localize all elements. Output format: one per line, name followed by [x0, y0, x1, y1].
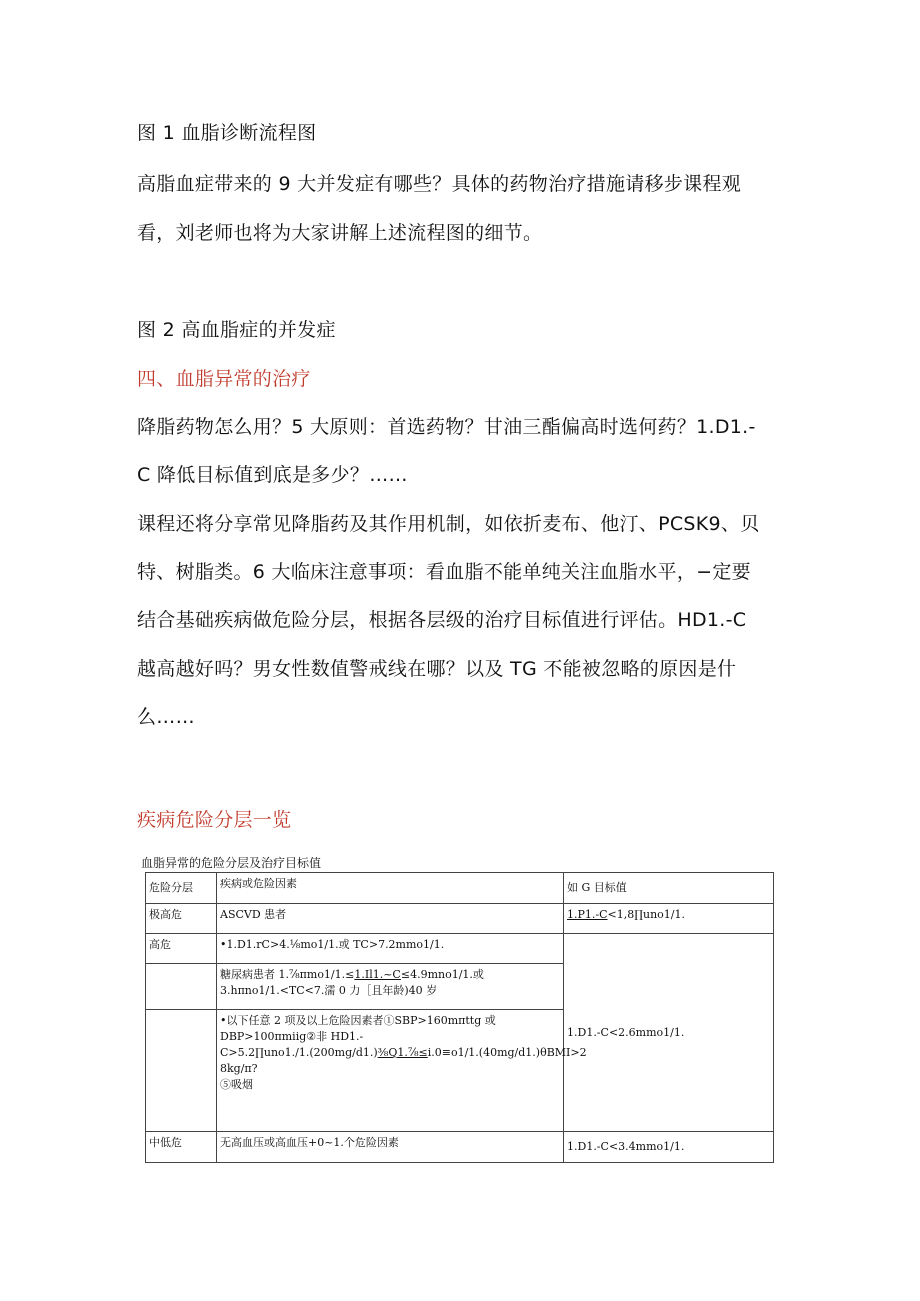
- paragraph-3-line-3: 结合基础疾病做危险分层，根据各层级的治疗目标值进行评估。HD1.-C: [137, 609, 747, 631]
- cell-level-very-high: 极高危: [146, 904, 217, 934]
- factor-high-3-line-3: C>5.2∏uno1./1.(200mg∕d1.)⅜Q1.⅞≤i.0≡o1/1.(40mg∕d1.)θBMI>2: [220, 1046, 587, 1059]
- factor-high-2-line-2: 3.hπno1/1.<TC<7.濡 0 力［且年龄)40 岁: [220, 984, 438, 997]
- paragraph-1-line-1: 高脂血症带来的 9 大并发症有哪些？具体的药物治疗措施请移步课程观: [137, 173, 742, 195]
- target-underlined-part: 1.P1.-C: [567, 908, 608, 921]
- section-heading-treatment: 四、血脂异常的治疗: [137, 368, 311, 390]
- risk-stratification-table: [145, 872, 774, 1163]
- paragraph-3-line-2: 特、树脂类。6 大临床注意事项：看血脂不能单纯关注血脂水平，−定要: [137, 561, 751, 583]
- header-disease-factors: 疾病或危险因素: [217, 873, 564, 904]
- table-row-low: [146, 1132, 774, 1163]
- paragraph-3-line-1: 课程还将分享常见降脂药及其作用机制，如依折麦布、他汀、PCSK9、贝: [137, 513, 760, 535]
- factor-high-2-line-1: 糖尿病患者 1.⅞πmo1/1.≤1.Il1.~C≤4.9mno1/1.或: [220, 968, 484, 981]
- cell-level-low: 中低危: [146, 1132, 217, 1163]
- cell-factor-high-2: [217, 964, 564, 1010]
- table-row-high-1: [146, 934, 774, 964]
- target-rest: <1,8∏uno1/1.: [607, 908, 685, 921]
- figure-2-caption: 图 2 高血脂症的并发症: [137, 319, 336, 341]
- cell-target-high: 1.D1.-C<2.6mmo1/1.: [564, 934, 774, 1132]
- factor-high-3-line-4: 8kg∕π?: [220, 1062, 258, 1075]
- paragraph-3-line-5: 么……: [137, 706, 195, 728]
- figure-1-caption: 图 1 血脂诊断流程图: [137, 122, 317, 144]
- cell-level-high-blank-1: [146, 964, 217, 1010]
- paragraph-2-line-1: 降脂药物怎么用？5 大原则：首选药物？甘油三酯偏高时选何药？1.D1.-: [137, 416, 756, 438]
- table-row-very-high: [146, 904, 774, 934]
- factor-high-3-line-5: ⑤吸烟: [220, 1078, 253, 1091]
- factor-high-3-line-2: DBP>100πmiig②非 HD1.-: [220, 1030, 364, 1043]
- cell-factor-very-high: ASCVD 患者: [217, 904, 564, 934]
- table-header-row: [146, 873, 774, 904]
- cell-target-very-high: [564, 904, 774, 934]
- paragraph-2-line-2: C 降低目标值到底是多少？……: [137, 464, 408, 486]
- section-heading-risk-stratification: 疾病危险分层一览: [137, 809, 292, 831]
- paragraph-3-line-4: 越高越好吗？男女性数值警戒线在哪？以及 TG 不能被忽略的原因是什: [137, 658, 737, 680]
- cell-level-high-blank-2: [146, 1010, 217, 1132]
- cell-factor-high-3: [217, 1010, 587, 1132]
- header-target-value: 如 G 目标值: [564, 873, 774, 904]
- table-caption: 血脂异常的危险分层及治疗目标值: [141, 856, 322, 870]
- cell-level-high: 高危: [146, 934, 217, 964]
- cell-target-low: 1.D1.-C<3.4mmo1/1.: [564, 1132, 774, 1163]
- cell-factor-low: 无高血压或高血压+0~1.个危险因素: [217, 1132, 564, 1163]
- factor-high-3-line-1: •以下任意 2 项及以上危险因素者①SBP>160mπttg 或: [220, 1014, 496, 1027]
- cell-factor-high-1: •1.D1.rC>4.⅛mo1/1.或 TC>7.2mmo1/1.: [217, 934, 564, 964]
- header-risk-level: 危险分层: [146, 873, 217, 904]
- paragraph-1-line-2: 看，刘老师也将为大家讲解上述流程图的细节。: [137, 222, 543, 244]
